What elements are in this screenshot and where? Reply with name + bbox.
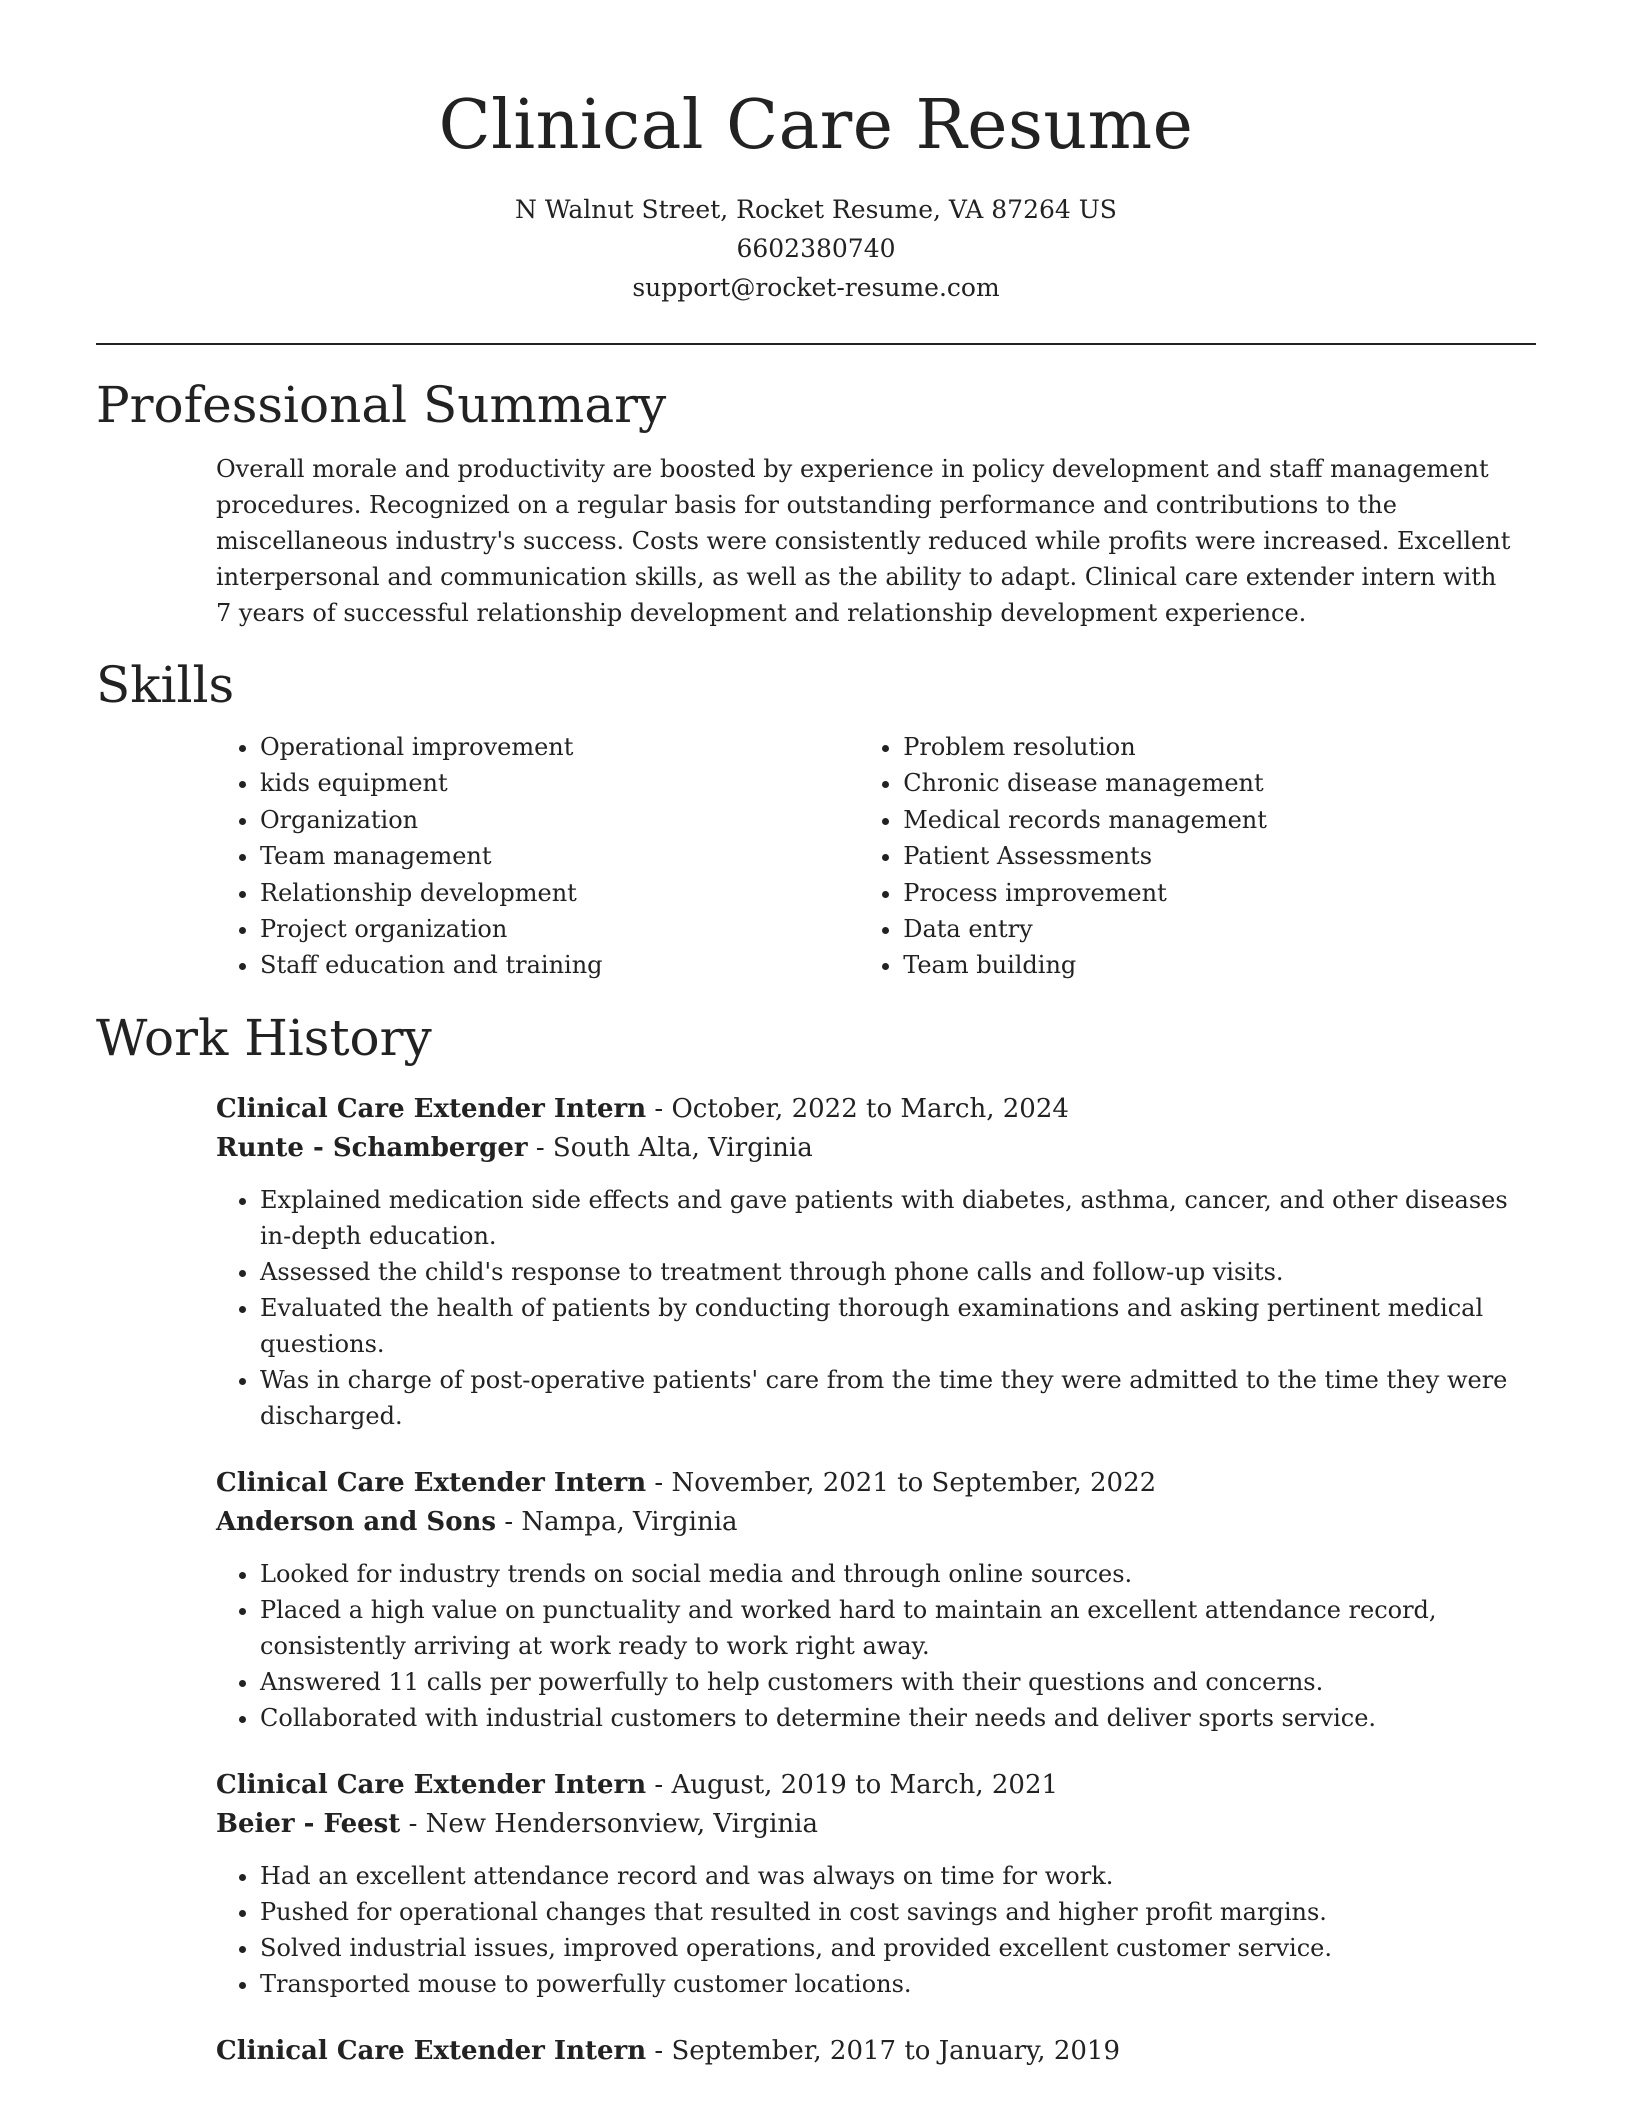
- job-company: Beier - Feest: [216, 1808, 401, 1839]
- skill-item: • Patient Assessments: [903, 838, 1536, 874]
- job-position: Clinical Care Extender Intern: [216, 1467, 647, 1498]
- duty-item: • Had an excellent attendance record and was always on time for work.: [260, 1858, 1508, 1894]
- job-dates: - August, 2019 to March, 2021: [646, 1769, 1059, 1800]
- skill-item: • kids equipment: [260, 765, 858, 801]
- job-company-line: [216, 1805, 1508, 1844]
- skill-item: • Data entry: [903, 911, 1536, 947]
- duty-item: • Looked for industry trends on social media and through online sources.: [260, 1556, 1508, 1592]
- job-title-line: [216, 1766, 1508, 1805]
- summary-text: Overall morale and productivity are boosted by experience in policy development and staff management procedures. Recognized on a regular basis for outstanding performance and contributions to the miscellaneous industry's success. Costs were consistently reduced while profits were increased. Excellent interpersonal and communication skills, as well as the ability to adapt. Clinical care extender intern with 7 years of successful relationship development and relationship development experience.: [216, 455, 1511, 627]
- job-company-line: [216, 1503, 1508, 1542]
- skills-heading: Skills: [96, 656, 235, 714]
- duty-item: • Transported mouse to powerfully customer locations.: [260, 1966, 1508, 2002]
- job-position: Clinical Care Extender Intern: [216, 1769, 647, 1800]
- skill-item: • Process improvement: [903, 875, 1536, 911]
- job-entry: [216, 1766, 1508, 2002]
- skill-item: • Project organization: [260, 911, 858, 947]
- phone-number: 6602380740: [736, 234, 896, 263]
- job-location: - South Alta, Virginia: [527, 1132, 813, 1163]
- duty-item: • Evaluated the health of patients by conducting thorough examinations and asking pertinent medical questions.: [260, 1290, 1508, 1362]
- duty-item: • Solved industrial issues, improved operations, and provided excellent customer service.: [260, 1930, 1508, 1966]
- skill-item: • Operational improvement: [260, 729, 858, 765]
- duty-item: • Explained medication side effects and gave patients with diabetes, asthma, cancer, and other diseases in-depth education.: [260, 1182, 1508, 1254]
- job-dates: - October, 2022 to March, 2024: [646, 1093, 1069, 1124]
- resume-header: [96, 0, 1536, 307]
- address: N Walnut Street, Rocket Resume, VA 87264 US: [515, 195, 1117, 224]
- job-duties: [216, 1556, 1508, 1736]
- duty-item: • Pushed for operational changes that resulted in cost savings and higher profit margins.: [260, 1894, 1508, 1930]
- job-position: Clinical Care Extender Intern: [216, 2035, 647, 2066]
- job-location: - Nampa, Virginia: [496, 1506, 738, 1537]
- job-dates: - November, 2021 to September, 2022: [646, 1467, 1157, 1498]
- skills-list: [216, 729, 1536, 984]
- duty-item: • Answered 11 calls per powerfully to help customers with their questions and concerns.: [260, 1664, 1508, 1700]
- skills-column-right: [858, 729, 1536, 984]
- job-title-line: [216, 2032, 1508, 2071]
- skill-item: • Problem resolution: [903, 729, 1536, 765]
- job-title-line: [216, 1464, 1508, 1503]
- skill-item: • Team building: [903, 947, 1536, 983]
- job-dates: - September, 2017 to January, 2019: [646, 2035, 1120, 2066]
- duty-item: • Collaborated with industrial customers to determine their needs and deliver sports service.: [260, 1700, 1508, 1736]
- job-entry: [216, 2032, 1508, 2071]
- job-entry: [216, 1090, 1508, 1434]
- resume-title: Clinical Care Resume: [438, 86, 1194, 165]
- skill-item: • Team management: [260, 838, 858, 874]
- skill-item: • Staff education and training: [260, 947, 858, 983]
- job-location: - New Hendersonview, Virginia: [400, 1808, 818, 1839]
- work-history-heading: Work History: [96, 1008, 432, 1067]
- skill-item: • Chronic disease management: [903, 765, 1536, 801]
- skill-item: • Medical records management: [903, 802, 1536, 838]
- duty-item: • Placed a high value on punctuality and worked hard to maintain an excellent attendance record, consistently arriving at work ready to work right away.: [260, 1592, 1508, 1664]
- job-entry: [216, 1464, 1508, 1736]
- job-position: Clinical Care Extender Intern: [216, 1093, 647, 1124]
- skill-item: • Relationship development: [260, 875, 858, 911]
- job-company: Anderson and Sons: [216, 1506, 497, 1537]
- summary-heading: Professional Summary: [96, 376, 667, 434]
- duty-item: • Assessed the child's response to treatment through phone calls and follow-up visits.: [260, 1254, 1508, 1290]
- job-title-line: [216, 1090, 1508, 1129]
- skill-item: • Organization: [260, 802, 858, 838]
- skills-column-left: [216, 729, 858, 984]
- job-duties: [216, 1182, 1508, 1434]
- job-company: Runte - Schamberger: [216, 1132, 528, 1163]
- email-address: support@rocket-resume.com: [632, 273, 1000, 302]
- job-company-line: [216, 1129, 1508, 1168]
- duty-item: • Was in charge of post-operative patients' care from the time they were admitted to the time they were discharged.: [260, 1362, 1508, 1434]
- job-duties: [216, 1858, 1508, 2002]
- resume-page: [96, 0, 1536, 2071]
- header-divider: [96, 343, 1536, 345]
